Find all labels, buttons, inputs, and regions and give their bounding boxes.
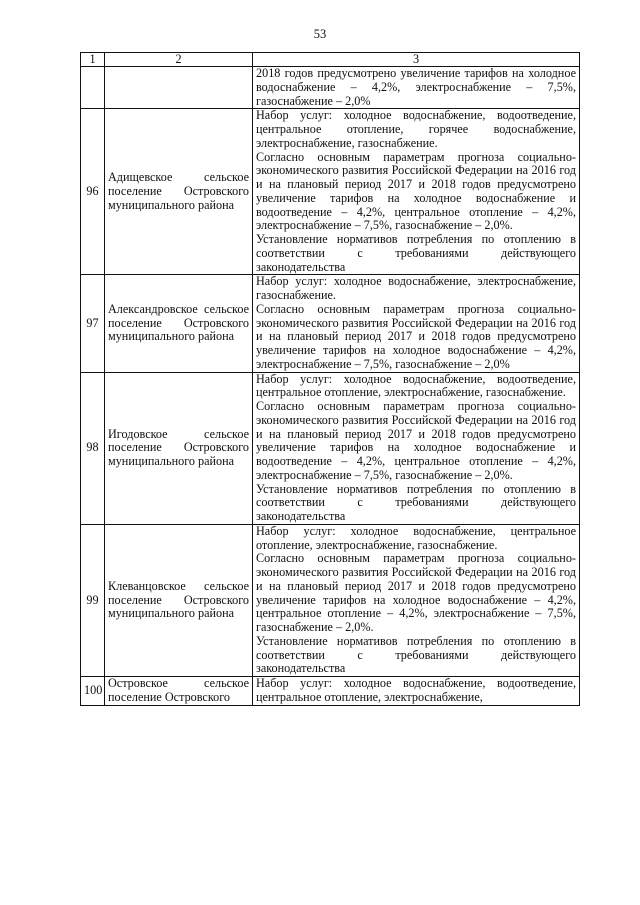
settlement-name: Островское сельское поселение Островского xyxy=(105,677,253,706)
description-paragraph: Установление нормативов потребления по отоплению в соответствии с требованиями действующего законодательства xyxy=(256,481,576,523)
column-header-row xyxy=(81,53,580,67)
description-paragraph: Согласно основным параметрам прогноза социально-экономического развития Российской Федерации на 2016 год и на плановый период 2017 и 2018 годов предусмотрено увеличение тарифов на холодное водоснабжение и водоотведение – 4,2%, центральное отопление – 4,2%, электроснабжение – 7,5%, газоснабжение – 2,0%. xyxy=(256,399,576,482)
description-paragraph: Согласно основным параметрам прогноза социально-экономического развития Российской Федерации на 2016 год и на плановый период 2017 и 2018 годов предусмотрено увеличение тарифов на холодное водоснабжение – 4,2%, центральное отопление – 4,2%, электроснабжение – 7,5%, газоснабжение – 2,0%. xyxy=(256,551,576,634)
row-number xyxy=(81,67,105,109)
column-header-2: 2 xyxy=(105,53,253,67)
row-number: 99 xyxy=(81,524,105,676)
column-header-3: 3 xyxy=(253,53,580,67)
table-row xyxy=(81,524,580,676)
column-header-1: 1 xyxy=(81,53,105,67)
description-paragraph: Согласно основным параметрам прогноза социально-экономического развития Российской Федерации на 2016 год и на плановый период 2017 и 2018 годов предусмотрено увеличение тарифов на холодное водоснабжение и водоотведение – 4,2%, центральное отопление – 4,2%, электроснабжение – 7,5%, газоснабжение – 2,0%. xyxy=(256,149,576,233)
description-paragraph: Набор услуг: холодное водоснабжение, водоотведение, центральное отопление, электроснабжение, газоснабжение. xyxy=(256,371,576,400)
row-description xyxy=(253,109,580,275)
row-number: 97 xyxy=(81,275,105,372)
row-description xyxy=(253,67,580,109)
settlement-name: Игодовское сельское поселение Островского муниципального района xyxy=(105,372,253,524)
settlement-name: Александровское сельское поселение Островского муниципального района xyxy=(105,275,253,372)
description-paragraph: Согласно основным параметрам прогноза социально-экономического развития Российской Федерации на 2016 год и на плановый период 2017 и 2018 годов предусмотрено увеличение тарифов на холодное водоснабжение – 4,2%, электроснабжение – 7,5%, газоснабжение – 2,0% xyxy=(256,301,576,371)
description-paragraph: 2018 годов предусмотрено увеличение тарифов на холодное водоснабжение – 4,2%, электроснабжение – 7,5%, газоснабжение – 2,0% xyxy=(256,66,576,108)
description-paragraph: Установление нормативов потребления по отоплению в соответствии с требованиями действующего законодательства xyxy=(256,633,576,676)
row-description xyxy=(253,275,580,372)
table-row xyxy=(81,677,580,706)
row-number: 98 xyxy=(81,372,105,524)
settlement-name: Клеванцовское сельское поселение Островского муниципального района xyxy=(105,524,253,676)
description-paragraph: Набор услуг: холодное водоснабжение, водоотведение, центральное отопление, электроснабжение, xyxy=(256,676,576,704)
page-number: 53 xyxy=(313,27,327,41)
description-paragraph: Набор услуг: холодное водоснабжение, электроснабжение, газоснабжение. xyxy=(256,274,576,302)
table-row xyxy=(81,372,580,524)
services-table xyxy=(80,52,580,706)
settlement-name xyxy=(105,67,253,109)
row-description xyxy=(253,677,580,706)
row-description xyxy=(253,372,580,524)
table-row xyxy=(81,109,580,275)
description-paragraph: Набор услуг: холодное водоснабжение, водоотведение, центральное отопление, горячее водоснабжение, электроснабжение, газоснабжение. xyxy=(256,108,576,150)
row-number: 100 xyxy=(81,677,105,706)
description-paragraph: Набор услуг: холодное водоснабжение, центральное отопление, электроснабжение, газоснабжение. xyxy=(256,523,576,552)
row-description xyxy=(253,524,580,676)
table-row xyxy=(81,67,580,109)
table-row xyxy=(81,275,580,372)
description-paragraph: Установление нормативов потребления по отоплению в соответствии с требованиями действующего законодательства xyxy=(256,232,576,274)
settlement-name: Адищевское сельское поселение Островского муниципального района xyxy=(105,109,253,275)
row-number: 96 xyxy=(81,109,105,275)
